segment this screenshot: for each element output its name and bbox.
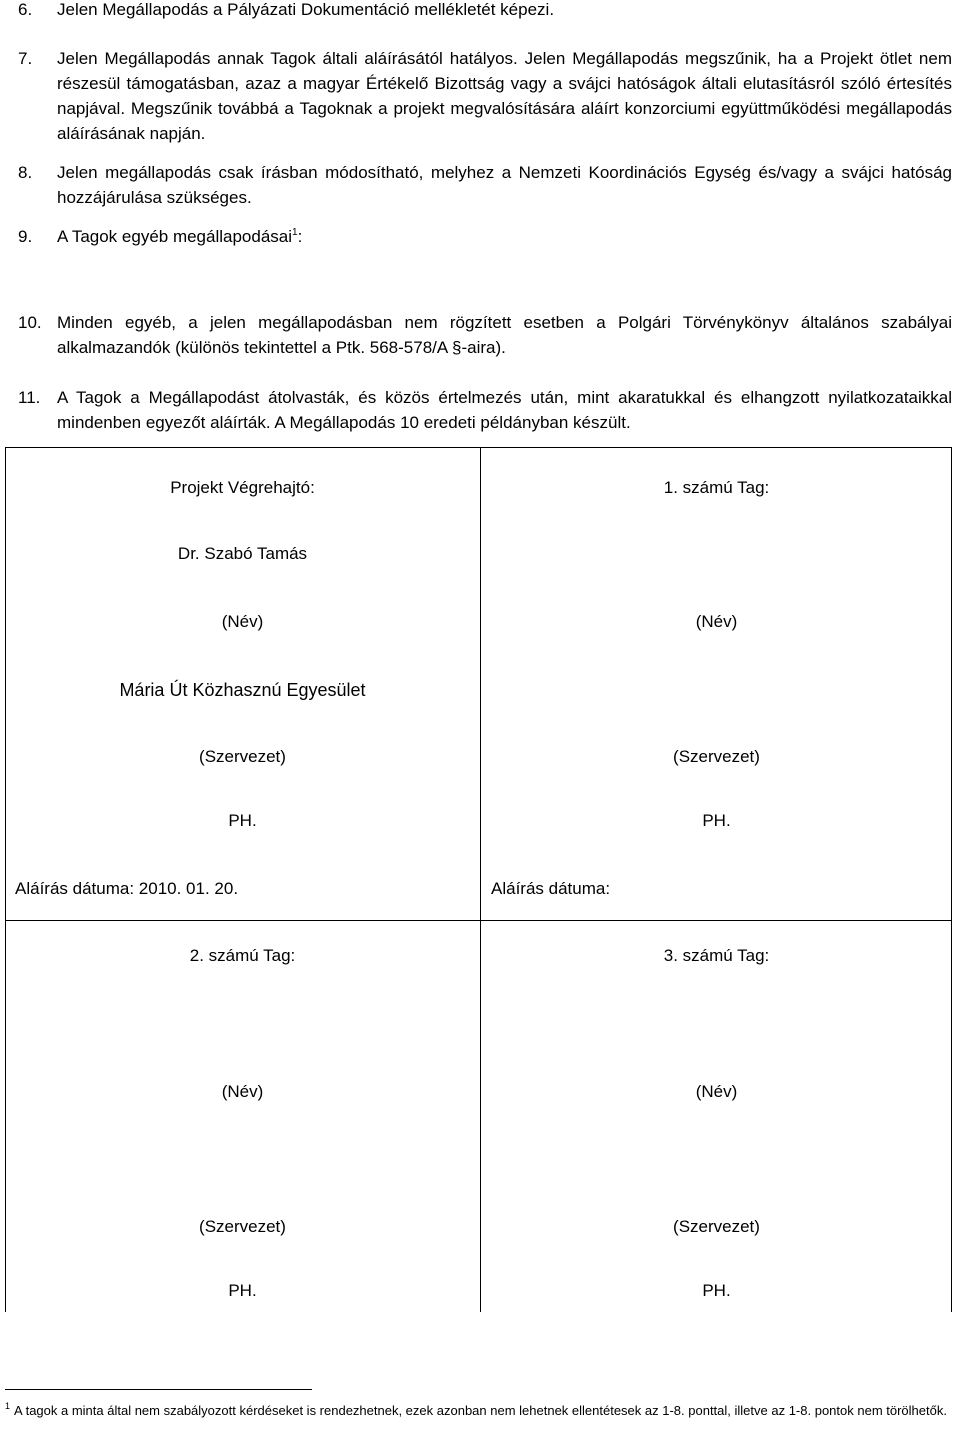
clause-text: A Tagok egyéb megállapodásai xyxy=(57,227,293,246)
clause-text: Jelen Megállapodás a Pályázati Dokumentáció mellékletét képezi. xyxy=(57,0,555,19)
table-row-divider xyxy=(5,920,952,921)
footnote-text: A tagok a minta által nem szabályozott kérdéseket is rendezhetnek, ezek azonban nem lehetnek ellentétesek az 1-8. ponttal, illetve az 1-8. pontok nem törölhetők. xyxy=(14,1403,947,1418)
clause-text: Minden egyéb, a jelen megállapodásban nem rögzített esetben a Polgári Törvénykönyv általános szabályai alkalmazandók (különös tekintettel a Ptk. 568-578/A §-aira). xyxy=(57,313,952,357)
role-member-3: 3. számú Tag: xyxy=(663,946,770,965)
signature-date-value: 2010. 01. 20. xyxy=(138,879,239,898)
clause-text: Jelen megállapodás csak írásban módosítható, melyhez a Nemzeti Koordinációs Egység és/vagy a svájci hatóság hozzájárulása szükséges. xyxy=(57,163,952,207)
name-label: (Név) xyxy=(221,612,264,631)
name-label: (Név) xyxy=(695,1082,738,1101)
clause-number: 11. xyxy=(18,388,41,407)
clause-number: 10. xyxy=(18,313,42,332)
clause-number: 9. xyxy=(18,227,33,246)
stamp-label: PH. xyxy=(702,1281,731,1300)
role-member-1: 1. számú Tag: xyxy=(663,478,770,497)
clause-text: A Tagok a Megállapodást átolvasták, és közös értelmezés után, mint akaratukkal és elhangzott nyilatkozataikkal mindenben egyezőt aláírták. A Megállapodás 10 eredeti példányban készült. xyxy=(57,388,952,432)
role-member-2: 2. számú Tag: xyxy=(189,946,296,965)
organization-value: Mária Út Közhasznú Egyesület xyxy=(119,680,366,700)
stamp-label: PH. xyxy=(702,811,731,830)
name-label: (Név) xyxy=(221,1082,264,1101)
clause-11 xyxy=(18,385,952,435)
clause-10 xyxy=(18,310,952,360)
footnote-mark: 1 xyxy=(5,1401,11,1411)
signature-date-label: Aláírás dátuma: xyxy=(491,879,611,898)
organization-label: (Szervezet) xyxy=(673,1217,760,1236)
clause-9 xyxy=(18,224,952,249)
footnote xyxy=(5,1400,952,1421)
clause-suffix: : xyxy=(297,227,303,246)
clause-8 xyxy=(18,160,952,210)
footnote-reference[interactable]: 1 xyxy=(292,227,298,238)
clause-7 xyxy=(18,46,952,146)
footnote-separator xyxy=(5,1389,312,1390)
clause-text: Jelen Megállapodás annak Tagok általi aláírásától hatályos. Jelen Megállapodás megszűnik, ha a Projekt ötlet nem részesül támogatásban, azaz a magyar Értékelő Bizottság vagy a svájci hatóságok általi elutasításról szóló értesítés napjával. Megszűnik továbbá a Tagoknak a projekt megvalósítására aláírt konzorciumi együttműködési megállapodás aláírásának napján. xyxy=(57,49,952,143)
organization-label: (Szervezet) xyxy=(673,747,760,766)
clause-number: 8. xyxy=(18,163,33,182)
name-label: (Név) xyxy=(695,612,738,631)
signature-date-label: Aláírás dátuma: xyxy=(15,879,135,898)
table-column-divider xyxy=(480,447,481,1312)
role-project-executor: Projekt Végrehajtó: xyxy=(170,478,315,497)
signer-name-value: Dr. Szabó Tamás xyxy=(177,544,308,563)
clause-6 xyxy=(18,0,952,22)
clause-number: 7. xyxy=(18,49,33,68)
organization-label: (Szervezet) xyxy=(199,747,286,766)
signature-date xyxy=(15,878,238,900)
stamp-label: PH. xyxy=(228,811,257,830)
stamp-label: PH. xyxy=(228,1281,257,1300)
clause-number: 6. xyxy=(18,0,33,19)
organization-label: (Szervezet) xyxy=(199,1217,286,1236)
